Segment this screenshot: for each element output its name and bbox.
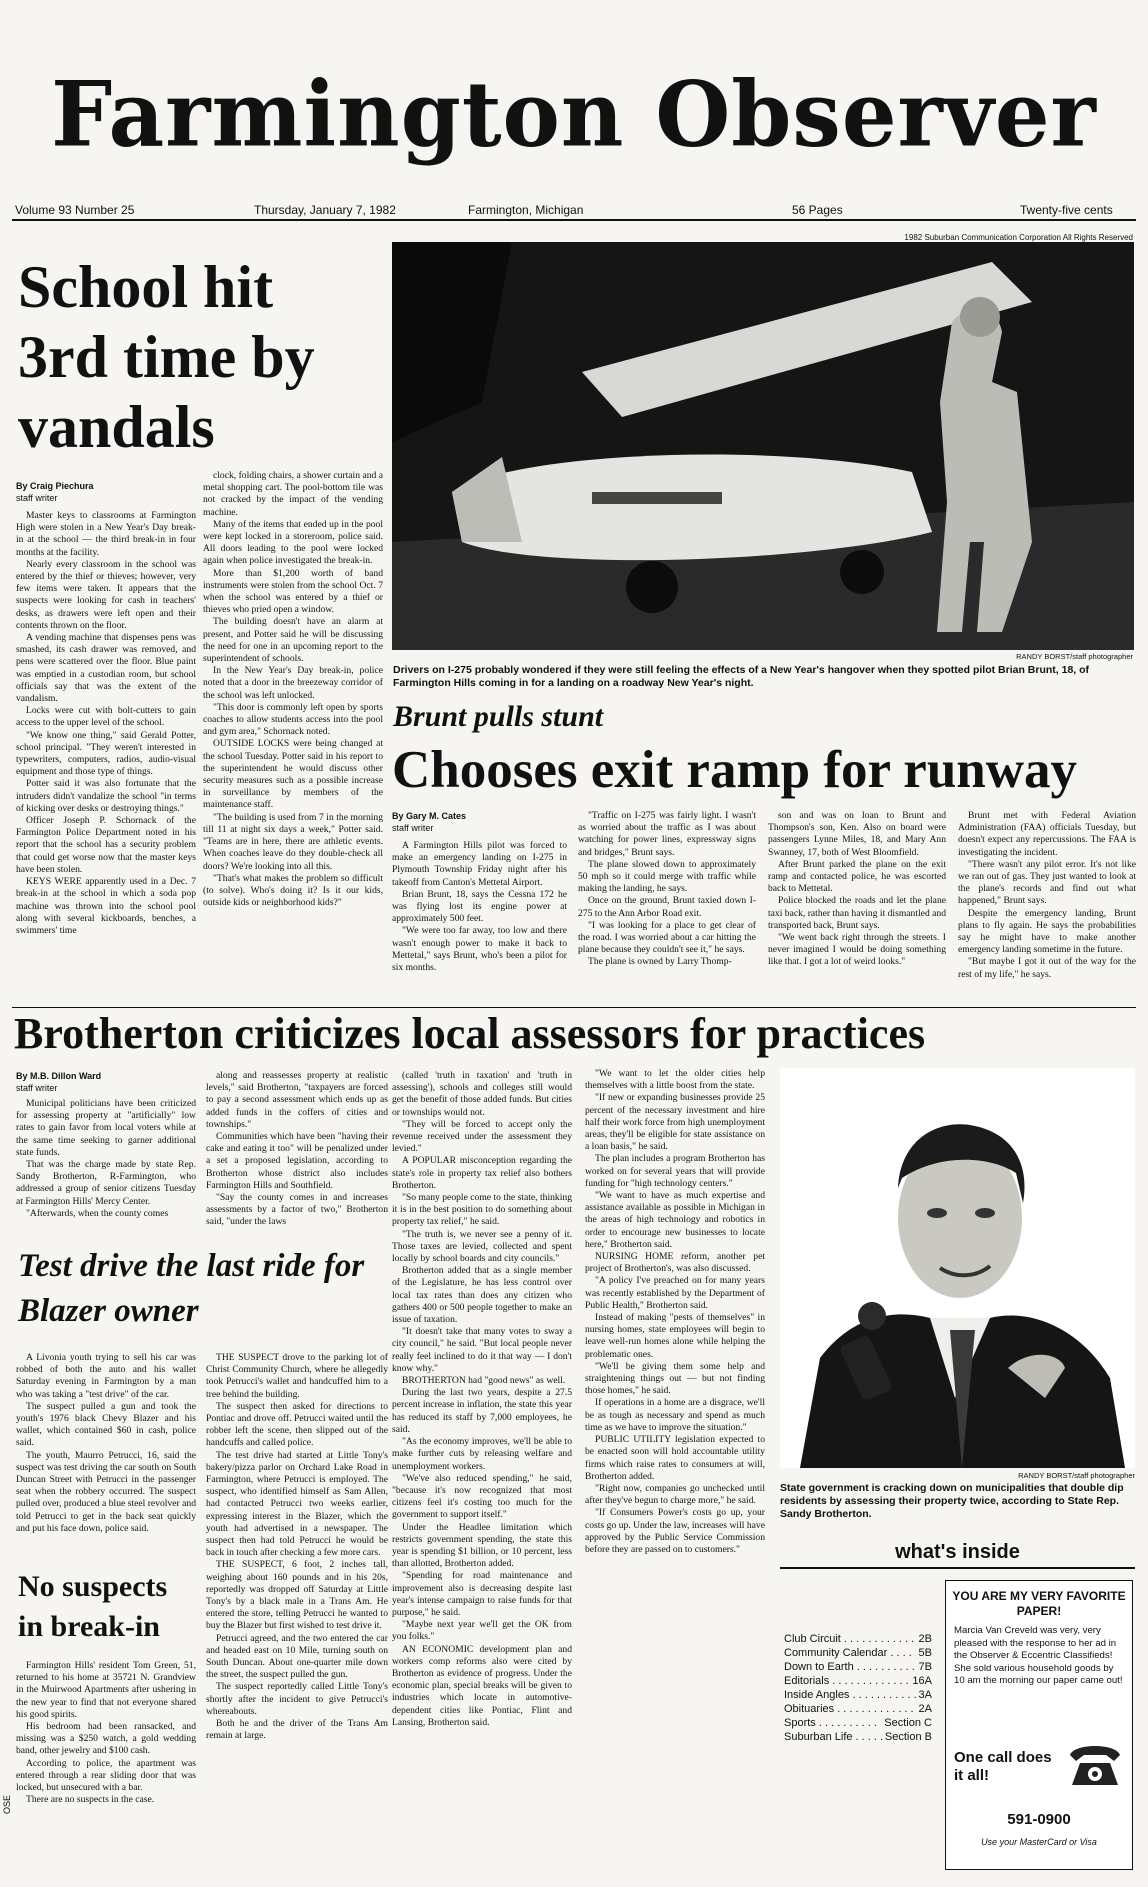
paragraph: The suspect then asked for directions to Pontiac and drove off. Petrucci waited until the robber left the scene, then slipped out of the handcuffs and called police. — [206, 1400, 388, 1449]
paragraph: The plane is owned by Larry Thomp- — [588, 956, 732, 968]
paragraph: THE SUSPECT drove to the parking lot of Christ Community Church, where he allegedly took Petrucci's wallet and handcuffed him to a tree behind the building. — [206, 1352, 388, 1400]
brotherton-role: staff writer — [16, 1083, 58, 1093]
inside-item-name: Sports . . . — [784, 1716, 881, 1730]
plane-role: staff writer — [392, 823, 434, 833]
volume-info: Volume 93 Number 25 — [15, 203, 135, 217]
inside-item-page: 16A — [912, 1675, 932, 1687]
paragraph: After Brunt parked the plane on the exit ramp and contacted police, he was escorted back to Mettetal. — [768, 858, 946, 895]
paragraph: Brian Brunt, 18, says the Cessna 172 he was flying lost its engine power at approximately 500 feet. — [392, 888, 567, 925]
paragraph: If operations in a home are a disgrace, we'll be as tough as necessary and spend as much time as we have to improve the situation." — [585, 1397, 765, 1433]
brotherton-column-1 — [16, 1098, 196, 1220]
paragraph: "But maybe I got it out of the way for the rest of my life," he says. — [958, 956, 1136, 980]
plane-photo — [392, 242, 1134, 650]
paragraph: Communities which have been "having their cake and eating it too" will be penalized under a set a proposed legislation, according to Brotherton whose district also includes Farmington Hills and Southfield. — [206, 1131, 388, 1191]
paragraph: "They will be forced to accept only the revenue received under the assessment they levied." — [392, 1118, 572, 1155]
paragraph: "There wasn't any pilot error. It's not like we ran out of gas. They just wanted to look at the plane's records and find out what happened," Brunt says. — [958, 858, 1136, 907]
paragraph: "The building is used from 7 in the morning till 11 at night six days a week," Potter said. "Teams are in here, there are athletic events. When coaches leave do they double-check all doors? We're looking into all this. — [203, 811, 383, 872]
brotherton-column-4 — [585, 1068, 765, 1556]
paragraph: "It doesn't take that many votes to sway a city council," he said. "But local people never really feel inclined to do it that way — I don't know why." — [392, 1326, 572, 1374]
plane-author: By Gary M. Cates — [392, 811, 467, 821]
brotherton-author: By M.B. Dillon Ward — [16, 1071, 102, 1081]
inside-item-name: Editorials . . . — [784, 1674, 909, 1688]
paragraph: son and was on loan to Brunt and Thompson's son, Ken. Also on board were passengers Lynne Miles, 18, and Mary Ann Swanney, 17, both of West Bloomfield. — [768, 810, 946, 858]
paragraph: "This door is commonly left open by sports coaches to allow students access into the pool and gym area," Schornack noted. — [203, 701, 383, 738]
brotherton-column-3 — [392, 1070, 572, 1729]
paragraph: A Livonia youth trying to sell his car was robbed of both the auto and his wallet Saturday evening in Farmington by a man who was taking a "test drive" of the car. — [16, 1352, 196, 1400]
inside-item-page: 2B — [918, 1633, 932, 1645]
blazer-column-1 — [16, 1352, 196, 1535]
paragraph: THE SUSPECT, 6 foot, 2 inches tall, weighing about 160 pounds and in his 20s, reportedly was dropped off Saturday at Little Tony's by a black male in a Trans Am. He entered the store, telling Petrucci he wanted to buy the Blazer but first wished to test drive it. — [206, 1559, 388, 1632]
paragraph: "We want to have as much expertise and assistance available as possible in Michigan in the areas of high technology and robotics in order to encourage new businesses to locate here," Brotherton said. — [585, 1190, 765, 1250]
paragraph: "We went back right through the streets. I never imagined I would be doing something like that. I got a lot of weird looks." — [768, 932, 946, 968]
paragraph: Municipal politicians have been criticized for assessing property at "artificially" low rates to gain favor from local voters while at the same time seeking to garner additional state funds. — [16, 1098, 196, 1158]
inside-item — [784, 1688, 932, 1702]
paragraph: OUTSIDE LOCKS were being changed at the school Tuesday. Potter said in his report to the superintendent he would discuss other security measures such as a possible increase in surveillance by members of the maintenance staff. — [203, 738, 383, 811]
plane-column-1 — [392, 840, 567, 974]
paragraph: "If Consumers Power's costs go up, your costs go up. Under the law, increases will have approved by the Public Service Commission before they are passed on to customers." — [585, 1507, 765, 1555]
paragraph: The suspect reportedly called Little Tony's shortly after the incident to give Petrucci's whereabouts. — [206, 1681, 388, 1717]
inside-item-name: Inside Angles . . . — [784, 1688, 916, 1702]
paragraph: "We'll be giving them some help and straightening things out — but not finding those homes," he said. — [585, 1360, 765, 1397]
paragraph: KEYS WERE apparently used in a Dec. 7 break-in at the school in which a soda pop machine was thrown into the school pool along with several kickboards, benches, a swimmers' time — [16, 876, 196, 936]
copyright-notice: 1982 Suburban Communication Corporation All Rights Reserved — [904, 233, 1133, 242]
suspects-headline: No suspects in break-in — [18, 1570, 168, 1643]
suspects-column-1 — [16, 1660, 196, 1806]
paragraph: The youth, Maurro Petrucci, 16, said the suspect was test driving the car south on South Duncan Street with Petrucci in the passenger seat when the robbery occurred. The suspect pulled over, produced a blue steel revolver and told Petrucci to get in the back seat quickly and put his face down, police said. — [16, 1449, 196, 1534]
classified-promo — [945, 1580, 1133, 1870]
paragraph: "I was looking for a place to get clear of the road. I was worried about a car hitting the plane because they couldn't see it," he says. — [578, 919, 756, 956]
paragraph: "We know one thing," said Gerald Potter, school principal. "They weren't interested in typewriters, computers, radios, audio-visual equipment and those type of things. — [16, 729, 196, 778]
plane-byline — [392, 810, 466, 834]
inside-item — [784, 1660, 932, 1674]
promo-title: YOU ARE MY VERY FAVORITE PAPER! — [952, 1589, 1126, 1618]
paragraph: "Say the county comes in and increases assessments by a factor of two," Brotherton said, "under the laws — [206, 1192, 388, 1228]
paragraph: Instead of making "pests of themselves" in nursing homes, state employees will begin to leave well-run homes alone while helping the problematic ones. — [585, 1312, 765, 1360]
paragraph: (called 'truth in taxation' and 'truth in assessing'), schools and colleges still would get the benefit of those added funds. But cities or townships would not. — [392, 1070, 572, 1118]
paragraph: Many of the items that ended up in the pool were kept locked in a storeroom, police said. All doors leading to the pool were locked again when police investigated the break-in. — [203, 518, 383, 567]
inside-title: what's inside — [895, 1541, 1020, 1563]
issue-date: Thursday, January 7, 1982 — [254, 203, 396, 217]
paragraph: NURSING HOME reform, another pet project of Brotherton's, was also discussed. — [585, 1251, 765, 1275]
brotherton-byline — [16, 1070, 101, 1094]
paragraph: Locks were cut with bolt-cutters to gain access to the upper level of the school. — [16, 705, 196, 729]
vandals-column-1 — [16, 510, 196, 937]
vandals-column-2 — [203, 470, 383, 909]
paragraph: "So many people come to the state, thinking it is in the best position to do something about property tax relief," he said. — [392, 1192, 572, 1228]
margin-code: OSE — [2, 1795, 12, 1815]
paragraph: The plane slowed down to approximately 50 mph so it could merge with traffic while making the landing, he says. — [578, 858, 756, 895]
paragraph: That was the charge made by state Rep. Sandy Brotherton, R-Farmington, who addressed a group of senior citizens Tuesday at Farmington Hills' Mercy Center. — [16, 1159, 196, 1207]
paragraph: "The truth is, we never see a penny of it. Those taxes are levied, collected and spent locally by school boards and city councils." — [392, 1228, 572, 1265]
paragraph: More than $1,200 worth of band instruments were stolen from the school Oct. 7 when the school was entered by a thief or thieves who pried open a window. — [203, 567, 383, 616]
inside-list — [784, 1632, 932, 1744]
inside-item — [784, 1632, 932, 1646]
paragraph: "Traffic on I-275 was fairly light. I wasn't as worried about the traffic as I was about watching for power lines, expressway signs and bridges," Brunt says. — [578, 810, 756, 858]
inside-item-name: Down to Earth . . . — [784, 1660, 916, 1674]
inside-item — [784, 1674, 932, 1688]
paragraph: Potter said it was also fortunate that the intruders didn't vandalize the school "in terms of kicking over desks or destroying things." — [16, 778, 196, 814]
brotherton-headline: Brotherton criticizes local assessors for practices — [14, 1009, 926, 1058]
inside-item-page: Section B — [884, 1731, 932, 1743]
call-text: One call does it all! — [954, 1749, 1052, 1784]
paragraph: Under the Headlee limitation which restricts government spending, the state this year is spending $1 billion, or 10 percent, less than allotted, Brotherton added. — [392, 1521, 572, 1570]
paragraph: "If new or expanding businesses provide 25 percent of the necessary investment and hire half their work force from high unemployment areas, they'll be eligible for state assistance on a loan basis," he said. — [585, 1092, 765, 1153]
paragraph: Police blocked the roads and let the plane taxi back, rather than having it dismantled and transported back, Brunt says. — [768, 895, 946, 931]
paragraph: "Maybe next year we'll get the OK from you folks." — [392, 1619, 572, 1643]
paragraph: "A policy I've preached on for many years was recently established by the Department of Public Health," Brotherton said. — [585, 1275, 765, 1311]
plane-kicker: Brunt pulls stunt — [393, 700, 604, 733]
inside-rule — [780, 1567, 1135, 1569]
telephone-icon — [1066, 1741, 1124, 1794]
masthead-rule — [12, 219, 1136, 221]
masthead-title: Farmington Observer — [51, 61, 1097, 168]
paragraph: BROTHERTON had "good news" as well. — [402, 1375, 566, 1387]
issue-city: Farmington, Michigan — [468, 203, 584, 217]
paragraph: A Farmington Hills pilot was forced to make an emergency landing on I-275 in Plymouth Township Friday night after his takeoff from Canton's Mettetal Airport. — [392, 840, 567, 888]
paragraph: PUBLIC UTILITY legislation expected to be enacted soon will hold accountable utility firms which raise rates to consumers at will, Brotherton added. — [585, 1434, 765, 1482]
brotherton-caption: State government is cracking down on municipalities that double dip residents by assessing their property twice, according to State Rep. Sandy Brotherton. — [780, 1482, 1124, 1520]
inside-item — [784, 1716, 932, 1730]
paragraph: There are no suspects in the case. — [26, 1794, 155, 1806]
plane-headline: Chooses exit ramp for runway — [392, 741, 1078, 799]
promo-text: Marcia Van Creveld was very, very pleased with the response to her ad in the Observer & Eccentric Classifieds! She sold various household goods by 10 am the morning our paper came out! — [954, 1625, 1123, 1686]
brotherton-photo-credit: RANDY BORST/staff photographer — [1018, 1471, 1135, 1480]
inside-item-name: Suburban Life . . . — [784, 1730, 882, 1744]
paragraph: along and reassesses property at realistic levels," said Brotherton, "taxpayers are forced to pay a second assessment which ends up as added funds in the coffers of cities and townships." — [206, 1070, 388, 1130]
paragraph: Officer Joseph P. Schornack of the Farmington Police Department noted in his report that the school has a security problem that could get worse now that the master keys have been stolen. — [16, 815, 196, 875]
vandals-byline — [16, 480, 94, 504]
vandals-headline: School hit 3rd time by vandals — [18, 254, 315, 460]
blazer-headline: Test drive the last ride for Blazer owner — [18, 1248, 365, 1329]
paragraph: "Right now, companies go unchecked until after they've begun to charge more," he said. — [585, 1482, 765, 1507]
inside-item — [784, 1702, 932, 1716]
inside-item-page: 7B — [918, 1661, 932, 1673]
paragraph: "As the economy improves, we'll be able to make further cuts by releasing welfare and unemployment workers. — [392, 1436, 572, 1472]
paragraph: A POPULAR misconception regarding the state's role in property tax relief also bothers Brotherton. — [392, 1155, 572, 1191]
paragraph: According to police, the apartment was entered through a rear sliding door that was locked, but unsecured with a bar. — [16, 1757, 196, 1794]
inside-item-page: 2A — [918, 1703, 932, 1715]
vandals-role: staff writer — [16, 493, 58, 503]
paragraph: "We want to let the older cities help themselves with a little boost from the state. — [585, 1068, 765, 1092]
inside-item-page: 5B — [918, 1647, 932, 1659]
paragraph: "That's what makes the problem so difficult (to solve). Who's doing it? Is it our kids, outside kids or neighborhood kids?" — [203, 872, 383, 909]
inside-item-name: Obituaries . . . — [784, 1702, 916, 1716]
section-rule — [12, 1007, 1136, 1008]
paragraph: Despite the emergency landing, Brunt plans to fly again. He says the probabilities say he might have to make another emergency landing sometime in the future. — [958, 907, 1136, 956]
paragraph: During the last two years, despite a 27.5 percent increase in inflation, the state this year has reduced its staff by 7,000 employees, he said. — [392, 1387, 572, 1435]
plane-column-2 — [578, 810, 756, 969]
paragraph: Once on the ground, Brunt taxied down I-275 to the Ann Arbor Road exit. — [578, 895, 756, 919]
paragraph: The plan includes a program Brotherton has worked on for several years that will provide funding for "high technology centers." — [585, 1153, 765, 1189]
paragraph: clock, folding chairs, a shower curtain and a metal shopping cart. The pool-bottom tile was not cracked by the impact of the vending machine. — [203, 470, 383, 518]
paragraph: Brunt met with Federal Aviation Administration (FAA) officials Tuesday, but doesn't expect any repercussions. The FAA is investigating the incident. — [958, 810, 1136, 858]
inside-item-page: 3A — [918, 1689, 932, 1701]
promo-phone: 591-0900 — [1007, 1811, 1071, 1828]
inside-item-name: Club Circuit . . . — [784, 1632, 916, 1646]
paragraph: "We've also reduced spending," he said, "because it's now recognized that most citizens feel it's costing too much for the government to support itself." — [392, 1472, 572, 1521]
price: Twenty-five cents — [1020, 203, 1113, 217]
inside-item — [784, 1730, 932, 1744]
paragraph: Farmington Hills' resident Tom Green, 51, returned to his home at 35721 N. Grandview in the Muirwood Apartments after ushering in the new year to find that not everyone shared his good spirits. — [16, 1660, 196, 1720]
inside-item-name: Community Calendar . . . — [784, 1646, 916, 1660]
paragraph: A vending machine that dispenses pens was smashed, its cash drawer was removed, and pens were scattered over the floor. Blue paint was emptied in a custodian room, but school officials say that was the extent of the vandalism. — [16, 632, 196, 705]
paragraph: The suspect pulled a gun and took the youth's 1976 black Chevy Blazer and his wallet, which contained $60 in cash, police said. — [16, 1400, 196, 1449]
paragraph: In the New Year's Day break-in, police noted that a door in the breezeway corridor of the school was left unlocked. — [203, 665, 383, 701]
plane-photo-credit: RANDY BORST/staff photographer — [1016, 652, 1133, 661]
paragraph: Petrucci agreed, and the two entered the car and headed east on 10 Mile, turning south on South Duncan. About one-quarter mile down the street, the suspect pulled the gun. — [206, 1632, 388, 1681]
brotherton-photo — [780, 1068, 1135, 1468]
vandals-author: By Craig Piechura — [16, 481, 94, 491]
inside-item — [784, 1646, 932, 1660]
paragraph: "Afterwards, when the county comes — [26, 1207, 169, 1219]
paragraph: "Spending for road maintenance and improvement also is decreasing despite last year's intense campaign to raise funds for that purpose," he said. — [392, 1570, 572, 1618]
paragraph: The building doesn't have an alarm at present, and Potter said he will be discussing the need for one in an upcoming report to the superintendent of schools. — [203, 616, 383, 665]
plane-caption: Drivers on I-275 probably wondered if they were still feeling the effects of a New Year's hangover when they spotted pilot Brian Brunt, 18, of Farmington Hills coming in for a landing on a roadway New Year's night. — [393, 664, 1090, 689]
blazer-column-2 — [206, 1352, 388, 1743]
paragraph: Master keys to classrooms at Farmington High were stolen in a New Year's Day break-in at the school — the third break-in in four months at the facility. — [16, 510, 196, 558]
inside-item-page: Section C — [884, 1717, 932, 1729]
paragraph: The test drive had started at Little Tony's bakery/pizza parlor on Orchard Lake Road in Farmington, where Petrucci is employed. The suspect, who identified himself as Sam Allen, had contacted Petrucci two weeks earlier, expressing interest in the Blazer, which the youth had advertised in a newspaper. The suspect then had told Petrucci he would be back in touch after checking a few more cars. — [206, 1449, 388, 1559]
paragraph: Both he and the driver of the Trans Am remain at large. — [206, 1718, 388, 1742]
paragraph: AN ECONOMIC development plan and workers comp reforms also were cited by Brotherton as evidence of progress. Under the economic plan, special breaks will be given to industries which locate in automotive-dependent cities like Pontiac, Flint and Lansing, Brotherton said. — [392, 1643, 572, 1728]
promo-footer: Use your MasterCard or Visa — [981, 1837, 1097, 1847]
paragraph: Nearly every classroom in the school was entered by the thief or thieves; however, very few items were taken. It appears that the suspects were looking for cash in teachers' desks, as drawers were left open and their contents thrown on the floor. — [16, 558, 196, 631]
paragraph: "We were too far away, too low and there wasn't enough power to make it back to Mettetal," says Brunt, who's been a pilot for six months. — [392, 925, 567, 974]
paragraph: Brotherton added that as a single member of the Legislature, he has less control over local tax rates than does any citizen who gathers 400 or 500 people together to make an issue of taxation. — [392, 1265, 572, 1326]
page-count: 56 Pages — [792, 203, 843, 217]
brotherton-column-2 — [206, 1070, 388, 1229]
paragraph: His bedroom had been ransacked, and missing was a $250 watch, a gold wedding band, other jewelry and $100 cash. — [16, 1721, 196, 1757]
plane-column-3 — [768, 810, 946, 969]
plane-column-4 — [958, 810, 1136, 981]
